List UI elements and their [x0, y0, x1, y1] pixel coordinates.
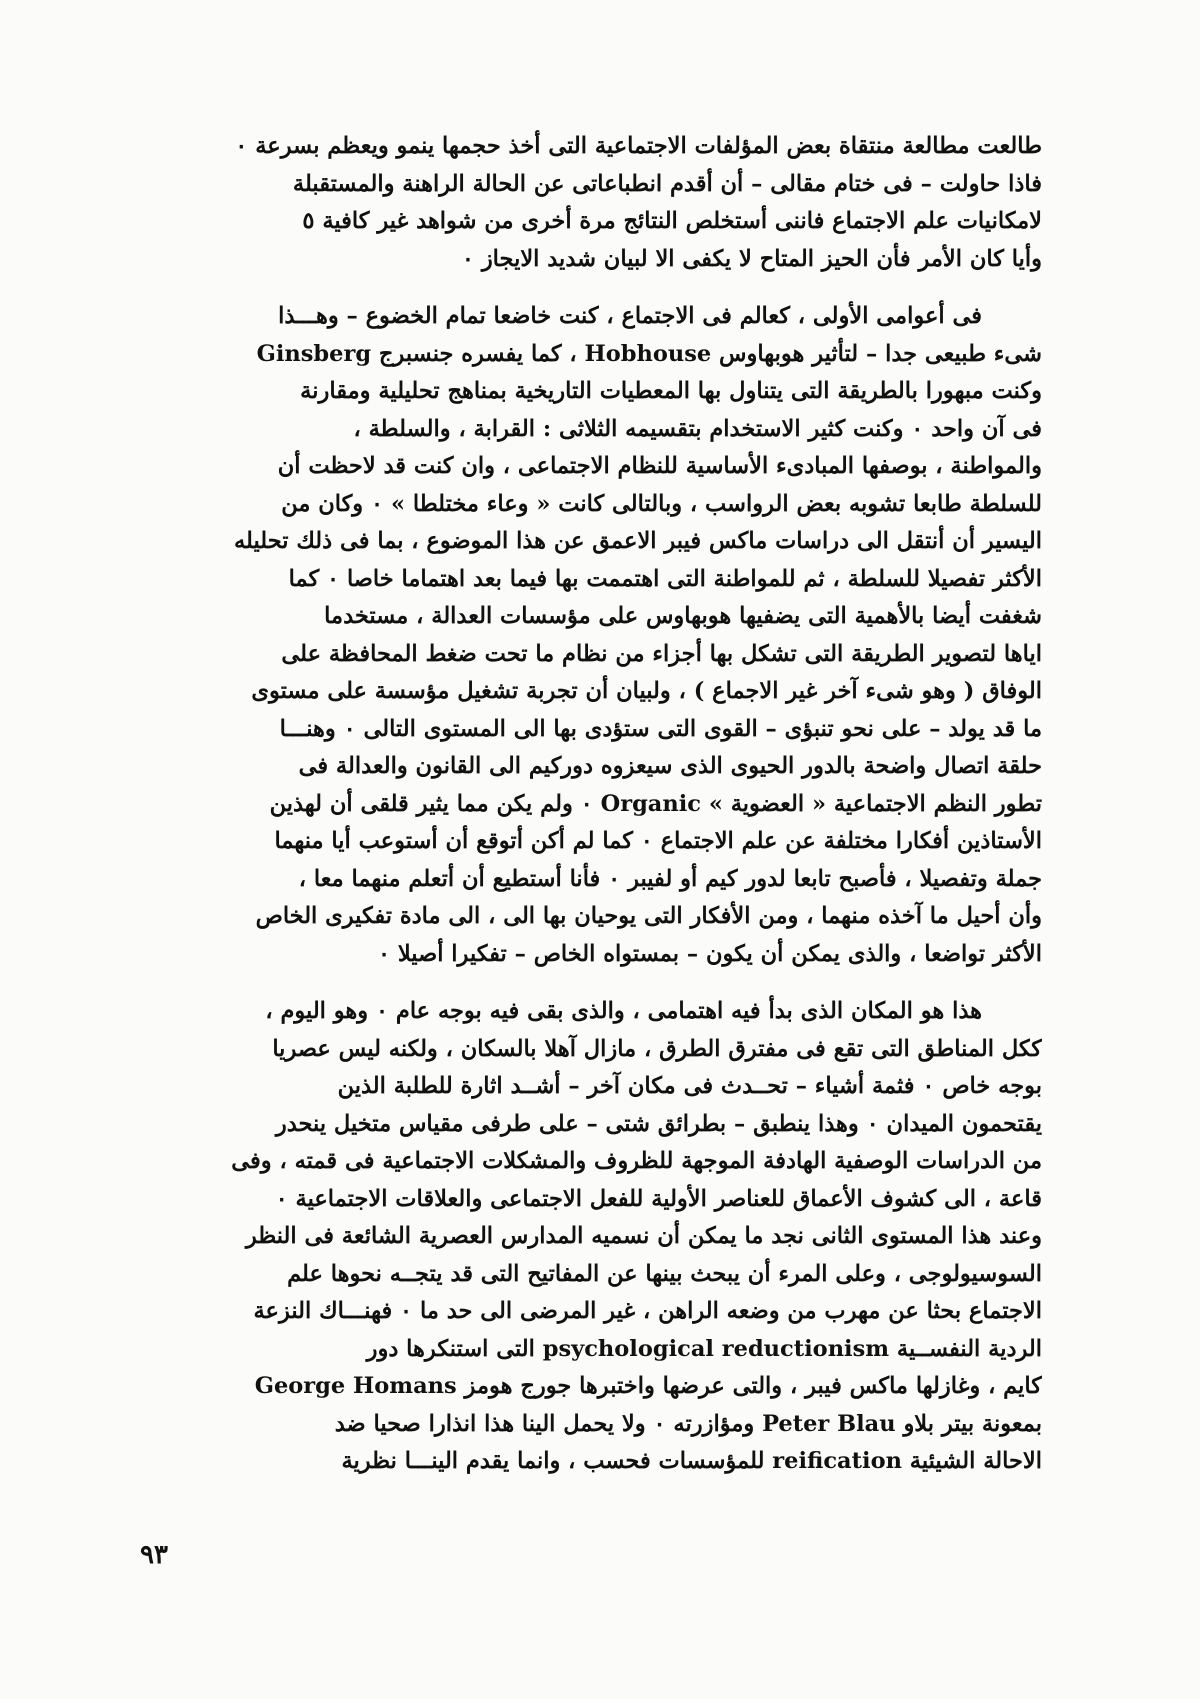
- text-line: الردية النفســية psychological reductionism التى استنكرها دور: [366, 1335, 1042, 1362]
- body-text: [152, 128, 1042, 1481]
- text-line: الاحالة الشيئية reification للمؤسسات فحسب ، وانما يقدم الينـــا نظرية: [341, 1448, 1042, 1474]
- text-line: حلقة اتصال واضحة بالدور الحيوى الذى سيعزوه دوركيم الى القانون والعدالة فى: [298, 753, 1042, 779]
- page-number: ٩٣: [140, 1540, 168, 1570]
- text-line: هذا هو المكان الذى بدأ فيه اهتمامى ، والذى بقى فيه بوجه عام ٠ وهو اليوم ،: [265, 998, 982, 1024]
- text-line: الاجتماع بحثا عن مهرب من وضعه الراهن ، غير المرضى الى حد ما ٠ فهنـــاك النزعة: [253, 1298, 1042, 1324]
- text-line: فاذا حاولت – فى ختام مقالى – أن أقدم انطباعاتى عن الحالة الراهنة والمستقبلة: [292, 170, 1042, 197]
- text-line: اليسير أن أنتقل الى دراسات ماكس فيبر الاعمق عن هذا الموضوع ، بما فى ذلك تحليله: [233, 528, 1042, 554]
- paragraph-3: [152, 993, 1042, 1481]
- text-line: طالعت مطالعة منتقاة بعض المؤلفات الاجتماعية التى أخذ حجمها ينمو ويعظم بسرعة ٠: [235, 133, 1042, 159]
- text-line: شغفت أيضا بالأهمية التى يضفيها هوبهاوس على مؤسسات العدالة ، مستخدما: [324, 603, 1042, 629]
- text-line: بوجه خاص ٠ فثمة أشياء – تحــدث فى مكان آخر – أشــد اثارة للطلبة الذين: [337, 1073, 1042, 1099]
- text-line: ما قد يولد – على نحو تنبؤى – القوى التى ستؤدى بها الى المستوى التالى ٠ وهنـــا: [279, 715, 1042, 742]
- text-line: وكنت مبهورا بالطريقة التى يتناول بها المعطيات التاريخية بمناهج تحليلية ومقارنة: [300, 378, 1042, 404]
- text-line: السوسيولوجى ، وعلى المرء أن يبحث بينها عن المفاتيح التى قد يتجــه نحوها علم: [287, 1260, 1042, 1287]
- text-line: الأكثر تواضعا ، والذى يمكن أن يكون – بمستواه الخاص – تفكيرا أصيلا ٠: [377, 940, 1042, 967]
- text-line: وعند هذا المستوى الثانى نجد ما يمكن أن نسميه المدارس العصرية الشائعة فى النظر: [245, 1223, 1042, 1249]
- text-line: والمواطنة ، بوصفها المبادىء الأساسية للنظام الاجتماعى ، وان كنت قد لاحظت أن: [277, 453, 1042, 479]
- text-line: قاعة ، الى كشوف الأعماق للعناصر الأولية للفعل الاجتماعى والعلاقات الاجتماعية ٠: [275, 1185, 1042, 1212]
- text-line: فى آن واحد ٠ وكنت كثير الاستخدام بتقسيمه الثلاثى : القرابة ، والسلطة ،: [353, 415, 1042, 442]
- text-line: لامكانيات علم الاجتماع فاننى أستخلص النتائج مرة أخرى من شواهد غير كافية ٥: [302, 208, 1042, 234]
- paragraph-spacer: [152, 278, 1042, 298]
- text-line: يقتحمون الميدان ٠ وهذا ينطبق – بطرائق شتى – على طرفى مقياس متخيل ينحدر: [275, 1110, 1042, 1137]
- text-line: بمعونة بيتر بلاو Peter Blau ومؤازرته ٠ ولا يحمل الينا هذا انذارا صحيا ضد: [334, 1410, 1042, 1437]
- text-line: الوفاق ( وهو شىء آخر غير الاجماع ) ، ولبيان أن تجربة تشغيل مؤسسة على مستوى: [251, 678, 1042, 704]
- text-line: وأن أحيل ما آخذه منهما ، ومن الأفكار التى يوحيان بها الى ، الى مادة تفكيرى الخاص: [255, 903, 1042, 929]
- text-line: تطور النظم الاجتماعية « العضوية » Organic ٠ ولم يكن مما يثير قلقى أن لهذين: [269, 790, 1042, 817]
- text-line: الأستاذين أفكارا مختلفة عن علم الاجتماع ٠ كما لم أكن أتوقع أن أستوعب أيا منهما: [274, 828, 1042, 854]
- text-line: الأكثر تفصيلا للسلطة ، ثم للمواطنة التى اهتممت بها فيما بعد اهتماما خاصا ٠ كما: [288, 565, 1042, 592]
- text-line: للسلطة طابعا تشوبه بعض الرواسب ، وبالتالى كانت « وعاء مختلطا » ٠ وكان من: [281, 490, 1042, 517]
- text-line: من الدراسات الوصفية الهادفة الموجهة للظروف والمشكلات الاجتماعية فى قمته ، وفى: [231, 1148, 1042, 1174]
- text-line: جملة وتفصيلا ، فأصبح تابعا لدور كيم أو لفيبر ٠ فأنا أستطيع أن أتعلم منهما معا ،: [298, 865, 1042, 892]
- text-line: ككل المناطق التى تقع فى مفترق الطرق ، مازال آهلا بالسكان ، ولكنه ليس عصريا: [272, 1035, 1042, 1062]
- text-line: وأيا كان الأمر فأن الحيز المتاح لا يكفى الا لبيان شديد الايجاز ٠: [461, 245, 1042, 272]
- text-line: اياها لتصوير الطريقة التى تشكل بها أجزاء من نظام ما تحت ضغط المحافظة على: [281, 640, 1042, 667]
- paragraph-2: [152, 298, 1042, 973]
- text-line: كايم ، وغازلها ماكس فيبر ، والتى عرضها واختبرها جورج هومز George Homans: [254, 1373, 1042, 1399]
- paragraph-1: [152, 128, 1042, 278]
- text-line: فى أعوامى الأولى ، كعالم فى الاجتماع ، كنت خاضعا تمام الخضوع – وهـــذا: [278, 303, 982, 329]
- text-line: شىء طبيعى جدا – لتأثير هوبهاوس Hobhouse ، كما يفسره جنسبرج Ginsberg: [256, 340, 1042, 367]
- paragraph-spacer: [152, 973, 1042, 993]
